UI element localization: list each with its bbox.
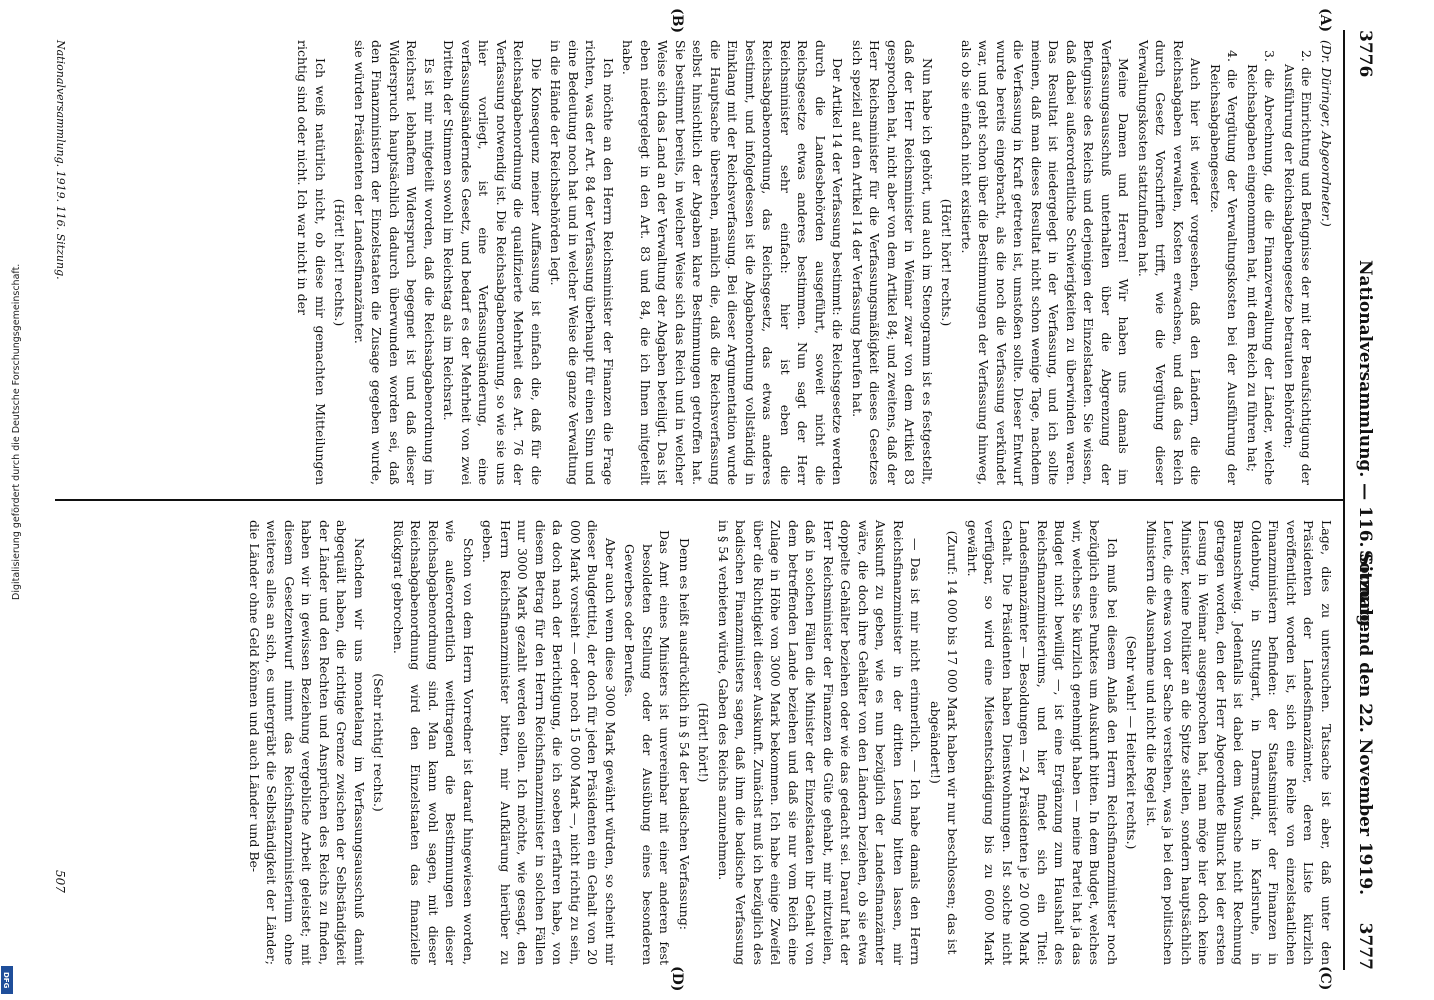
paragraph: Ich möchte an den Herrn Reichsminister der Finanzen die Frage richten, was der Art. 84 der Verfassung überhaupt für einen Sinn und eine Bedeutung noch hat und in welcher Weise die ganze Verwaltung in die Hände der Reichsbehörden legt. [548, 40, 616, 485]
page-header [1343, 30, 1385, 970]
paragraph: Ich weiß natürlich nicht, ob diese mir gemachten Mitteilungen richtig sind oder nicht. Ich war nicht in der [295, 40, 328, 485]
speaker-line: (Dr. Düringer, Abgeordneter.) [1319, 40, 1334, 227]
paragraph: Denn es heißt ausdrücklich in § 54 der badischen Verfassung: [677, 538, 692, 930]
footer-session-note: Nationalversammlung. 1919. 116. Sitzung. [54, 40, 67, 280]
paragraph: 4. die Vergütung der Verwaltungskosten bei der Ausführung der Reichsabgabengesetze. [1208, 50, 1241, 485]
interjection: (Zuruf: 14 000 bis 17 000 Mark haben wir nur beschlossen; das ist abgeändert!) [928, 530, 961, 955]
dfg-logo-text: DFG [2, 972, 10, 989]
paragraph: Auch hier ist wieder vorgesehen, daß den Ländern, die die Reichsabgaben verwalten, Kosten erwachsen, und daß das Reich durch Gesetz Vorschriften trifft, wie die Vergütung dieser Verwaltungskosten stattzufinden hat. [1136, 40, 1204, 485]
page-number-right: 3777 [1355, 922, 1375, 970]
interjection: (Sehr wahr! — Heiterkeit rechts.) [1124, 635, 1140, 850]
paragraph: 3. die Abrechnung, die die Finanzverwaltung der Länder, welche Reichsabgaben eingenommen hat, mit dem Reich zu führen hat; [1245, 50, 1278, 485]
dfg-logo-icon [1, 966, 13, 994]
margin-letter-d: (D) [669, 966, 685, 992]
margin-letter-b: (B) [669, 8, 685, 34]
paragraph: — Das ist mir nicht erinnerlich. — Ich habe damals den Herrn Reichsfinanzminister in der dritten Lesung bitten lassen, mir Auskunft zu geben, wie es nun bezüglich der Landesfinanzämter wäre, die doch ihre Gehälter von den Ländern beziehen, ob sie etwa doppelte Gehälter beziehen oder wie das gedacht sei. Darauf hat der Herr Reichsminister der Finanzen die Güte gehabt, mir mitzuteilen, daß in solchen Fällen die Minister der Einzelstaaten ihr Gehalt von dem betreffenden Lande beziehen und daß sie nur vom Reich eine Zulage in Höhe von 3000 Mark bekommen. Ich habe einige Zweifel über die Richtigkeit dieser Auskunft. Zunächst muß ich bezüglich des badischen Finanzministers sagen, daß ihm die badische Verfassung in § 54 verbieten würde, Gaben des Reichs anzunehmen. [716, 520, 924, 965]
header-title-right: Sonnabend den 22. November 1919. [1355, 550, 1375, 896]
left-column [292, 40, 1335, 485]
paragraph: Der Artikel 14 der Verfassung bestimmt: die Reichsgesetze werden durch die Landesbehörden ausgeführt, soweit nicht die Reichsgesetze etwas anderes bestimmen. Nun sagt der Herr Reichsminister sehr einfach: hier ist eben die Reichsabgabenordnung, das Reichsgesetz, das etwas anderes bestimmt, und infolgedessen ist die Abgabenordnung vollständig in Einklang mit der Reichsverfassung. Bei dieser Argumentation wurde die Hauptsache übersehen, nämlich die, daß die Reichsverfassung selbst hinsichtlich der Abgaben klare Bestimmungen getroffen hat. Sie bestimmt bereits, in welcher Weise sich das Reich und in welcher Weise sich das Land an der Verwaltung der Abgaben beteiligt. Das ist eben niedergelegt in den Art. 83 und 84, die ich Ihnen mitgeteilt habe. [620, 40, 846, 485]
margin-letter-a: (A) [1317, 8, 1333, 33]
paragraph: Aber auch wenn diese 3000 Mark gewährt würden, so scheint mir dieser Budgettitel, der doch für jeden Präsidenten ein Gehalt von 20 000 Mark vorsieht — oder noch 15 000 Mark —, nicht richtig zu sein, da doch nach der Berichtigung, die ich soeben erfahren habe, von diesem Betrag für den Herrn Reichsfinanzminister in solchen Fällen nur 3000 Mark gezahlt werden sollen. Ich möchte, wie gesagt, den Herrn Reichsfinanzminister bitten, mir Aufklärung hierüber zu geben. [480, 520, 618, 965]
interjection: (Hört! hört! rechts.) [332, 198, 348, 327]
paragraph: 2. die Einrichtung und Befugnisse der mit der Beaufsichtigung der Ausführung der Reichsabgabengesetze betrauten Behörden; [1282, 50, 1315, 485]
digitization-credit: Digitalisierung gefördert durch die Deutsche Forschungsgemeinschaft. [11, 263, 22, 600]
footer-page-number: 507 [53, 870, 67, 893]
paragraph: Schon von dem Herrn Vorredner ist darauf hingewiesen worden, wie außerordentlich weittragend die Bestimmungen dieser Reichsabgabenordnung sind. Man kann wohl sagen, mit dieser Reichsabgabenordnung wird den Einzelstaaten das finanzielle Rückgrat gebrochen. [391, 520, 476, 965]
paragraph: Es ist mir mitgeteilt worden, daß die Reichsabgabenordnung im Reichsrat lebhaftem Widerspruch begegnet ist und daß dieser Widerspruch hauptsächlich dadurch überwunden worden sei, daß den Finanzministern der Einzelstaaten die Zusage gegeben wurde, sie würden Präsidenten der Landesfinanzämter. [352, 40, 437, 485]
paragraph: Nun habe ich gehört, und auch im Stenogramm ist es festgestellt, daß der Herr Reichsminister in Weimar zwar von dem Artikel 83 gesprochen hat, nicht aber von dem Artikel 84; und zweitens, daß der Herr Reichsminister für die Verfassungsmäßigkeit dieses Gesetzes sich speziell auf den Artikel 14 der Verfassung berufen hat. [850, 40, 935, 485]
paragraph: Lage, dies zu untersuchen. Tatsache ist aber, daß unter den Präsidenten der Landesfinanzämter, deren Liste kürzlich veröffentlicht worden ist, sich eine Reihe von einzelstaatlichen Finanzministern befinden: der Staatsminister der Finanzen in Oldenburg, in Stuttgart, in Darmstadt, in Karlsruhe, in Braunschweig. Jedenfalls ist dabei dem Wunsche nicht Rechnung getragen worden, den der Herr Abgeordnete Blunck bei der ersten Lesung in Weimar ausgesprochen hat, man möge hier doch keine Minister, keine Politiker an die Spitze stellen, sondern hauptsächlich Leute, die etwas von der Sache verstehen, was ja bei den politischen Ministern die Ausnahme und nicht die Regel ist. [1144, 520, 1334, 965]
interjection: (Sehr richtig! rechts.) [371, 673, 387, 812]
page-number-left: 3776 [1355, 30, 1375, 78]
quotation: Das Amt eines Ministers ist unvereinbar mit einer anderen fest besoldeten Stellung oder der Ausübung eines besonderen Gewerbes oder Berufes. [622, 530, 673, 965]
paragraph: Meine Damen und Herren! Wir haben uns damals im Verfassungsausschuß unterhalten über die Abgrenzung der Befugnisse des Reichs und derjenigen der Einzelstaaten. Sie wissen, daß dabei außerordentliche Schwierigkeiten zu überwinden waren. Das Resultat ist niedergelegt in der Verfassung, und ich sollte meinen, daß man dieses Resultat nicht schon wenige Tage, nachdem die Verfassung in Kraft getreten ist, umstoßen sollte. Dieser Entwurf wurde bereits eingebracht, als die noch die Verfassung verkündet war, und geht schon über die Bestimmungen der Verfassung hinweg, als ob sie einfach nicht existierte. [959, 40, 1132, 485]
dfg-credit-strip [0, 0, 22, 1000]
right-column [244, 520, 1336, 965]
paragraph: Nachdem wir uns monatelang im Verfassungsausschuß damit abgequält haben, die richtige Grenze zwischen der Selbständigkeit der Länder und den Rechten und Ansprüchen des Reichs zu finden, haben wir in gewissen Beziehung vergebliche Arbeit geleistet; mit diesem Gesetzentwurf nimmt das Reichsfinanzministerium ohne weiteres alles an sich, es untergräbt die Selbständigkeit der Länder; die Länder ohne Geld können und auch Länder und Be- [247, 520, 367, 965]
margin-letter-c: (C) [1317, 966, 1333, 991]
header-title-left: Nationalversammlung. — 116. Sitzung. [1355, 260, 1375, 633]
scanned-page [40, 0, 1385, 1000]
paragraph: Die Konsequenz meiner Auffassung ist einfach die, daß für die Reichsabgabenordnung die qualifizierte Mehrheit des Art. 76 der Verfassung notwendig ist. Die Reichsabgabenordnung, so wie sie uns hier vorliegt, ist eine Verfassungsänderung, eine verfassungsänderndes Gesetz, und bedarf es der Mehrheit von zwei Dritteln der Stimmen sowohl im Reichstag als im Reichsrat. [441, 40, 544, 485]
interjection: (Hört! hört!) [696, 702, 712, 783]
interjection: (Hört! hört! rechts.) [939, 198, 955, 327]
paragraph: Ich muß bei diesem Anlaß den Herrn Reichsfinanzminister noch bezüglich eines Punktes um Auskunft bitten. In dem Budget, welches wir, welches Sie kürzlich genehmigt haben — meine Partei hat ja das Budget nicht bewilligt —, ist eine Ergänzung zum Haushalt des Reichsfinanzministeriums, und hier findet sich ein Titel: Landesfinanzämter — Besoldungen — 24 Präsidenten je 20 000 Mark Gehalt. Die Präsidenten haben Dienstwohnungen. Ist solche nicht verfügbar, so wird eine Mietsentschädigung bis zu 6000 Mark gewährt. [965, 520, 1120, 965]
column-divider [55, 499, 1345, 501]
